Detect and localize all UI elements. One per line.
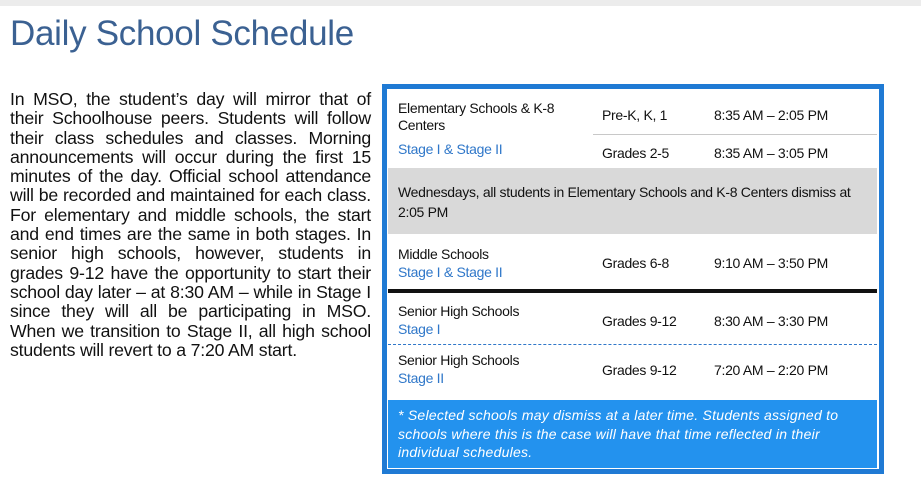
elementary-grades-1: Pre-K, K, 1 xyxy=(602,107,668,123)
schedule-panel xyxy=(382,84,884,474)
top-bar xyxy=(0,0,921,6)
elementary-times-2: 8:35 AM – 3:05 PM xyxy=(714,145,828,161)
elementary-level: Elementary Schools & K-8 Centers xyxy=(398,100,555,133)
middle-grades: Grades 6-8 xyxy=(602,255,670,271)
senior-stage1-stage: Stage I xyxy=(398,321,441,337)
senior-stage2-times: 7:20 AM – 2:20 PM xyxy=(714,362,828,378)
elementary-grades-2: Grades 2-5 xyxy=(602,145,670,161)
wednesday-note-text: Wednesdays, all students in Elementary Schools and K-8 Centers dismiss at 2:05 PM xyxy=(398,184,851,220)
senior-stage1-grades: Grades 9-12 xyxy=(602,313,677,329)
middle-times: 9:10 AM – 3:50 PM xyxy=(714,255,828,271)
elementary-row xyxy=(388,90,877,167)
senior-stage2-row xyxy=(388,345,877,399)
senior-stage1-times: 8:30 AM – 3:30 PM xyxy=(714,313,828,329)
page-title: Daily School Schedule xyxy=(10,14,354,53)
footnote-text: * Selected schools may dismiss at a later time. Students assigned to schools where this is the case will have that time reflected in their individual schedules. xyxy=(398,407,839,460)
footnote-box xyxy=(388,400,877,469)
senior-stage1-level: Senior High Schools xyxy=(398,303,520,319)
wednesday-note xyxy=(388,168,877,234)
middle-level: Middle Schools xyxy=(398,246,489,262)
elementary-stage: Stage I & Stage II xyxy=(398,141,503,157)
elementary-times-1: 8:35 AM – 2:05 PM xyxy=(714,107,828,123)
intro-paragraph: In MSO, the student’s day will mirror that of their Schoolhouse peers. Students will follow their class schedules and classes. Morning announcements will occur during the first 15 minutes of the day. Official school attendance will be recorded and maintained for each class. For elementary and middle schools, the start and end times are the same in both stages. In senior high schools, however, students in grades 9-12 have the opportunity to start their school day later – at 8:30 AM – while in Stage I since they will all be participating in MSO. When we transition to Stage II, all high school students will revert to a 7:20 AM start. xyxy=(10,89,371,360)
schedule-table xyxy=(387,89,879,469)
divider xyxy=(593,134,877,135)
middle-row xyxy=(388,235,877,289)
senior-stage2-stage: Stage II xyxy=(398,370,444,386)
middle-stage: Stage I & Stage II xyxy=(398,264,503,280)
senior-stage1-row xyxy=(388,293,877,344)
senior-stage2-level: Senior High Schools xyxy=(398,352,520,368)
senior-stage2-grades: Grades 9-12 xyxy=(602,362,677,378)
